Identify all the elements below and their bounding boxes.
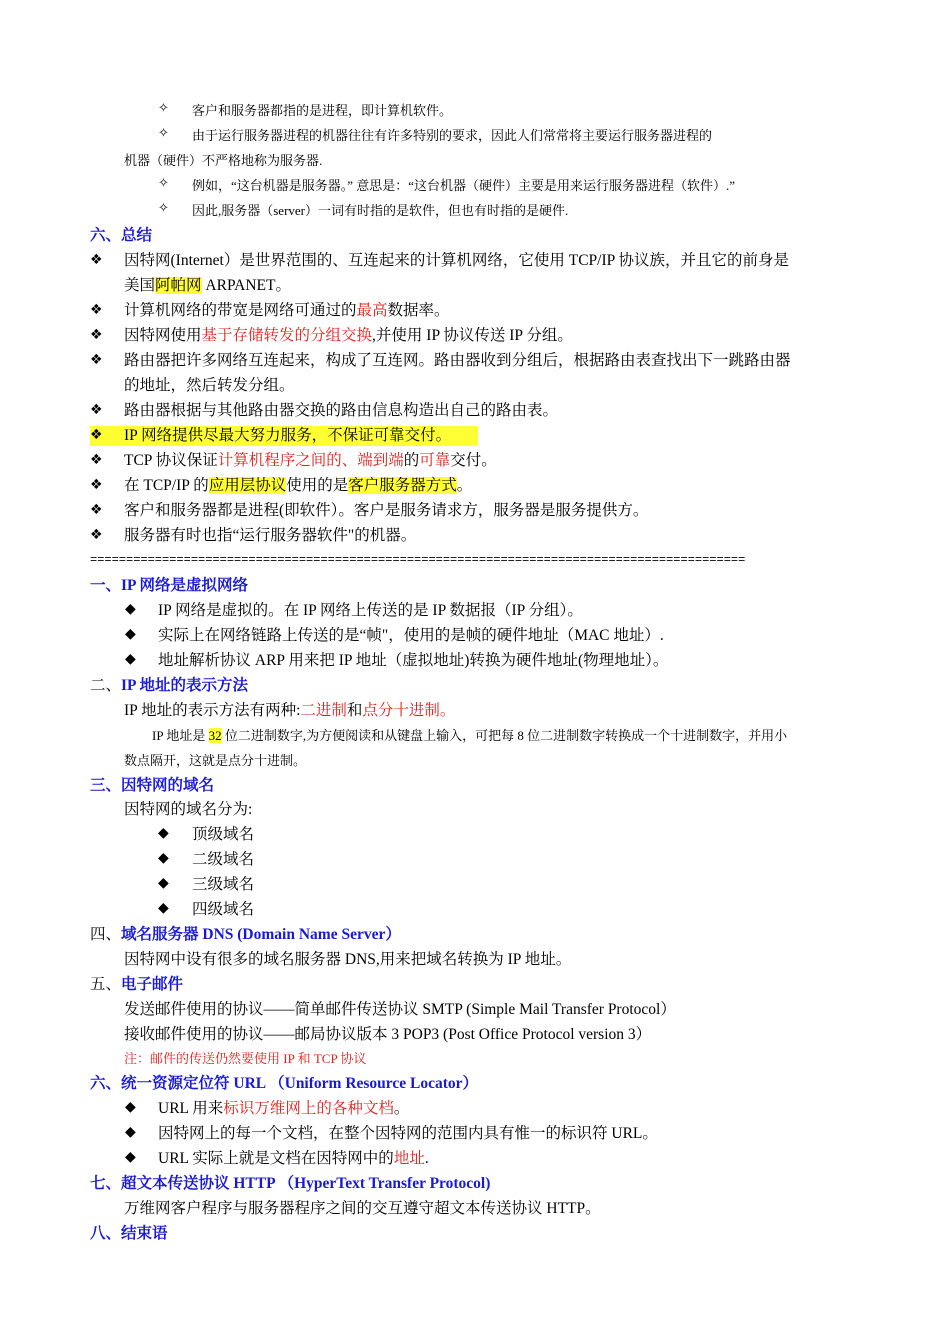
diamond-bullet-icon: ◆ [125,1124,136,1140]
summary-item-1b: 美国阿帕网 ARPANET。 [124,277,291,294]
section4-line: 因特网中设有很多的域名服务器 DNS,用来把域名转换为 IP 地址。 [124,951,572,968]
summary-item-8: 在 TCP/IP 的应用层协议使用的是客户服务器方式。 [124,477,473,494]
section6-heading: 六、统一资源定位符 URL （Uniform Resource Locator） [90,1075,479,1092]
intro-point-3: 例如，“这台机器是服务器。” 意思是：“这台机器（硬件）主要是用来运行服务器进程（软件）.” [192,178,736,193]
section6-bullet-2: 因特网上的每一个文档，在整个因特网的范围内具有惟一的标识符 URL。 [158,1125,658,1142]
section1-bullet-2: 实际上在网络链路上传送的是“帧"，使用的是帧的硬件地址（MAC 地址）. [158,627,664,644]
diamond-bullet-icon: ◆ [158,825,169,841]
diamond-bullet-icon: ◆ [125,601,136,617]
outline-diamond-icon: ✧ [158,101,169,116]
summary-item-1a: 因特网(Internet）是世界范围的、互连起来的计算机网络，它使用 TCP/IP 协议族，并且它的前身是 [124,252,790,269]
intro-point-2a: 由于运行服务器进程的机器往往有许多特别的要求，因此人们常常将主要运行服务器进程的 [192,128,713,143]
summary-item-9: 客户和服务器都是进程(即软件）。客户是服务请求方，服务器是服务提供方。 [124,502,649,519]
outline-diamond-icon: ✧ [158,176,169,191]
section5-note: 注：邮件的传送仍然要使用 IP 和 TCP 协议 [124,1051,367,1066]
list-item: 三级域名 [192,876,255,893]
list-item: 顶级域名 [192,826,255,843]
diamond-bullet-icon: ◆ [158,850,169,866]
section5-heading: 五、电子邮件 [90,976,184,993]
clover-bullet-icon: ❖ [90,427,103,443]
section-divider: =========================================================================================== [90,553,746,567]
highlight-arpanet-cn: 阿帕网 [155,277,202,294]
section3-heading: 三、因特网的域名 [90,777,215,794]
clover-bullet-icon: ❖ [90,527,103,543]
section6-bullet-3: URL 实际上就是文档在因特网中的地址. [158,1150,429,1167]
summary-item-5: 路由器根据与其他路由器交换的路由信息构造出自己的路由表。 [124,402,559,419]
summary-item-10: 服务器有时也指“运行服务器软件"的机器。 [124,527,417,544]
summary-item-6: IP 网络提供尽最大努力服务，不保证可靠交付。 [124,427,452,444]
section2-line-1: IP 地址的表示方法有两种:二进制和点分十进制。 [124,702,456,719]
summary-heading: 六、总结 [90,227,153,244]
section5-line-1: 发送邮件使用的协议——简单邮件传送协议 SMTP (Simple Mail Transfer Protocol） [124,1001,676,1018]
diamond-bullet-icon: ◆ [158,900,169,916]
summary-item-3: 因特网使用基于存储转发的分组交换,并使用 IP 协议传送 IP 分组。 [124,327,573,344]
diamond-bullet-icon: ◆ [125,626,136,642]
section7-line: 万维网客户程序与服务器程序之间的交互遵守超文本传送协议 HTTP。 [124,1200,601,1217]
clover-bullet-icon: ❖ [90,477,103,493]
intro-point-2b: 机器（硬件）不严格地称为服务器. [124,153,323,168]
summary-item-4b: 的地址，然后转发分组。 [124,377,295,394]
section2-heading: 二、IP 地址的表示方法 [90,677,249,694]
section4-heading: 四、域名服务器 DNS (Domain Name Server） [90,926,401,943]
clover-bullet-icon: ❖ [90,302,103,318]
diamond-bullet-icon: ◆ [158,875,169,891]
outline-diamond-icon: ✧ [158,201,169,216]
section5-line-2: 接收邮件使用的协议——邮局协议版本 3 POP3 (Post Office Protocol version 3） [124,1026,652,1043]
section7-heading: 七、超文本传送协议 HTTP （HyperText Transfer Protocol) [90,1175,491,1192]
diamond-bullet-icon: ◆ [125,1099,136,1115]
section3-intro: 因特网的域名分为: [124,801,253,818]
section1-bullet-3: 地址解析协议 ARP 用来把 IP 地址（虚拟地址)转换为硬件地址(物理地址）。 [158,652,669,669]
section8-heading: 八、结束语 [90,1225,168,1242]
diamond-bullet-icon: ◆ [125,651,136,667]
clover-bullet-icon: ❖ [90,452,103,468]
clover-bullet-icon: ❖ [90,352,103,368]
clover-bullet-icon: ❖ [90,252,103,268]
summary-item-4a: 路由器把许多网络互连起来，构成了互连网。路由器收到分组后，根据路由表查找出下一跳路由器 [124,352,791,369]
section1-bullet-1: IP 网络是虚拟的。在 IP 网络上传送的是 IP 数据报（IP 分组）。 [158,602,583,619]
diamond-bullet-icon: ◆ [125,1149,136,1165]
section2-line-3: 数点隔开，这就是点分十进制。 [124,753,307,768]
summary-item-7: TCP 协议保证计算机程序之间的、端到端的可靠交付。 [124,452,497,469]
clover-bullet-icon: ❖ [90,502,103,518]
outline-diamond-icon: ✧ [158,126,169,141]
section6-bullet-1: URL 用来标识万维网上的各种文档。 [158,1100,410,1117]
intro-point-1: 客户和服务器都指的是进程，即计算机软件。 [192,103,453,118]
clover-bullet-icon: ❖ [90,402,103,418]
intro-point-4: 因此,服务器（server）一词有时指的是软件，但也有时指的是硬件. [192,203,569,218]
list-item: 二级域名 [192,851,255,868]
summary-item-2: 计算机网络的带宽是网络可通过的最高数据率。 [124,302,450,319]
clover-bullet-icon: ❖ [90,327,103,343]
list-item: 四级域名 [192,901,255,918]
section2-line-2: IP 地址是 32 位二进制数字,为方便阅读和从键盘上输入，可把每 8 位二进制数字转换成一个十进制数字，并用小 [152,728,788,743]
section1-heading: 一、IP 网络是虚拟网络 [90,577,249,594]
